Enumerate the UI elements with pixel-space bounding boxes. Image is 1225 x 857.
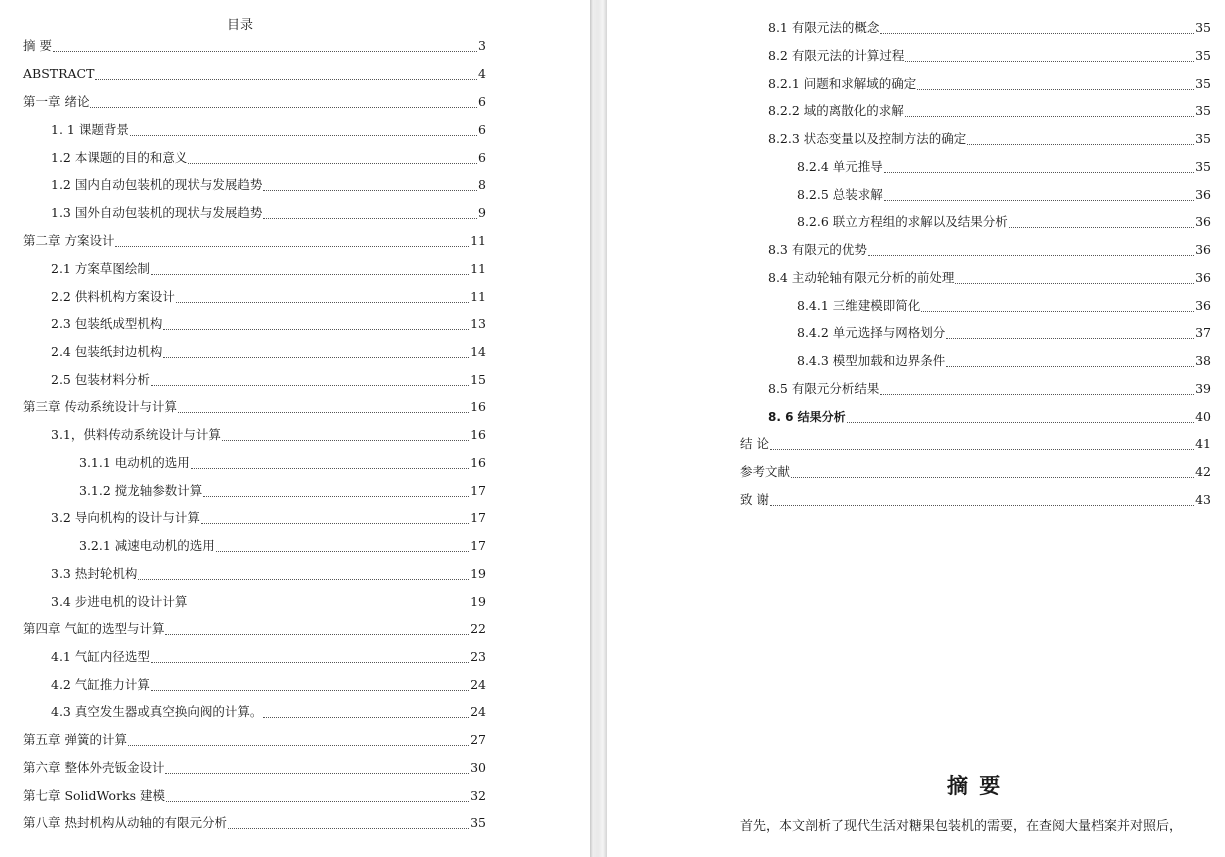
leader-dots	[138, 567, 469, 580]
toc-entry[interactable]	[51, 592, 486, 612]
toc-entry-page: 41	[1195, 436, 1211, 451]
toc-entry-page: 43	[1195, 492, 1211, 507]
toc-entry-text: 8. 6 结果分析	[768, 410, 846, 424]
abstract-first-line: 首先，本文剖析了现代生活对糖果包装机的需要，在查阅大量档案并对照后，	[740, 819, 1183, 834]
toc-entry-text: 8.2 有限元法的计算过程	[768, 48, 905, 63]
toc-entry-text: 3.1.1 电动机的选用	[79, 455, 190, 470]
toc-entry-page: 40	[1195, 409, 1211, 424]
toc-entry-text: 8.4 主动轮轴有限元分析的前处理	[768, 270, 955, 285]
toc-entry[interactable]	[79, 453, 486, 473]
toc-entry-page: 17	[470, 510, 486, 525]
toc-entry-page: 6	[478, 94, 486, 109]
toc-entry-text: 参考文献	[740, 464, 791, 479]
toc-entry-text: 8.2.4 单元推导	[797, 159, 883, 174]
leader-dots	[151, 678, 469, 691]
toc-entry[interactable]	[79, 536, 486, 556]
leader-dots	[151, 373, 469, 386]
toc-entry[interactable]	[23, 397, 486, 417]
toc-entry-text: 第一章 绪论	[23, 94, 90, 109]
toc-entry-text: 第二章 方案设计	[23, 233, 115, 248]
toc-entry-page: 32	[470, 788, 486, 803]
page-gutter	[590, 0, 607, 857]
toc-entry-text: 3.3 热封轮机构	[51, 566, 138, 581]
toc-entry[interactable]	[51, 259, 486, 279]
toc-entry[interactable]	[23, 619, 486, 639]
toc-entry-text: 2.4 包装纸封边机构	[51, 344, 163, 359]
toc-entry-page: 16	[470, 455, 486, 470]
toc-entry[interactable]	[768, 18, 1211, 38]
toc-entry[interactable]	[797, 351, 1211, 371]
toc-entry-text: 2.2 供料机构方案设计	[51, 289, 175, 304]
leader-dots	[163, 345, 469, 358]
toc-entry[interactable]	[768, 268, 1211, 288]
toc-entry[interactable]	[51, 203, 486, 223]
toc-entry-text: 3.2.1 减速电动机的选用	[79, 538, 215, 553]
toc-entry-page: 38	[1195, 353, 1211, 368]
toc-entry-page: 35	[470, 815, 486, 830]
toc-entry-page: 30	[470, 760, 486, 775]
leader-dots	[203, 484, 469, 497]
leader-dots	[201, 511, 469, 524]
toc-entry-page: 42	[1195, 464, 1211, 479]
toc-entry[interactable]	[23, 92, 486, 112]
toc-entry-text: 第七章 SolidWorks 建模	[23, 788, 166, 803]
toc-entry-page: 35	[1195, 159, 1211, 174]
toc-entry-text: 4.3 真空发生器或真空换向阀的计算。	[51, 704, 263, 719]
toc-entry-page: 36	[1195, 270, 1211, 285]
leader-dots	[128, 733, 469, 746]
toc-entry-text: 2.5 包装材料分析	[51, 372, 150, 387]
leader-dots	[222, 428, 469, 441]
toc-entry[interactable]	[797, 323, 1211, 343]
toc-entry[interactable]	[51, 370, 486, 390]
toc-entry[interactable]	[768, 240, 1211, 260]
leader-dots	[946, 326, 1194, 339]
toc-entry-text: 8.1 有限元法的概念	[768, 20, 880, 35]
toc-entry[interactable]	[51, 120, 486, 140]
toc-entry-text: 8.4.1 三维建模即简化	[797, 298, 921, 313]
toc-entry-text: 第六章 整体外壳钣金设计	[23, 760, 165, 775]
toc-entry-page: 11	[470, 233, 486, 248]
toc-entry-page: 19	[470, 566, 486, 581]
toc-entry-text: 2.3 包装纸成型机构	[51, 316, 163, 331]
leader-dots	[967, 132, 1194, 145]
leader-dots	[165, 761, 469, 774]
toc-entry-text: 8.5 有限元分析结果	[768, 381, 880, 396]
leader-dots	[151, 650, 469, 663]
toc-entry-text: 3.1.2 搅龙轴参数计算	[79, 483, 203, 498]
toc-entry-text: 1.2 本课题的目的和意义	[51, 150, 188, 165]
toc-entry-page: 17	[470, 483, 486, 498]
toc-entry[interactable]	[23, 813, 486, 833]
toc-entry[interactable]	[768, 74, 1211, 94]
toc-entry-text: 8.4.2 单元选择与网格划分	[797, 325, 946, 340]
toc-entry-page: 11	[470, 261, 486, 276]
toc-entry-page: 35	[1195, 20, 1211, 35]
toc-entry-page: 27	[470, 732, 486, 747]
toc-entry[interactable]	[51, 564, 486, 584]
toc-entry-page: 14	[470, 344, 486, 359]
toc-entry[interactable]	[768, 407, 1211, 427]
toc-entry-page: 19	[470, 594, 486, 609]
toc-entry-page: 9	[478, 205, 486, 220]
toc-entry-text: 第八章 热封机构从动轴的有限元分析	[23, 815, 227, 830]
leader-dots	[921, 299, 1194, 312]
leader-dots	[946, 354, 1194, 367]
toc-entry-page: 8	[478, 177, 486, 192]
leader-dots	[188, 151, 477, 164]
leader-dots	[95, 67, 477, 80]
abstract-heading: 摘 要	[947, 773, 1003, 798]
toc-entry-text: 致 谢	[740, 492, 769, 507]
toc-entry-text: 4.1 气缸内径选型	[51, 649, 150, 664]
leader-dots	[884, 160, 1194, 173]
leader-dots	[955, 271, 1194, 284]
toc-entry[interactable]	[797, 212, 1211, 232]
toc-entry[interactable]	[23, 730, 486, 750]
leader-dots	[178, 400, 469, 413]
toc-entry-text: 8.2.2 域的离散化的求解	[768, 103, 904, 118]
toc-entry-text: 3.1，供料传动系统设计与计算	[51, 427, 221, 442]
leader-dots	[847, 410, 1194, 423]
toc-entry-text: 1.3 国外自动包装机的现状与发展趋势	[51, 205, 263, 220]
leader-dots	[884, 188, 1194, 201]
leader-dots	[263, 705, 469, 718]
toc-entry[interactable]	[51, 287, 486, 307]
toc-entry[interactable]	[23, 786, 486, 806]
toc-entry[interactable]	[51, 675, 486, 695]
toc-entry-page: 35	[1195, 131, 1211, 146]
toc-entry[interactable]	[51, 425, 486, 445]
toc-entry-page: 11	[470, 289, 486, 304]
toc-entry-text: 8.2.3 状态变量以及控制方法的确定	[768, 131, 967, 146]
right-page	[607, 0, 1225, 857]
toc-entry-text: 8.2.6 联立方程组的求解以及结果分析	[797, 214, 1008, 229]
toc-entry[interactable]	[23, 64, 486, 84]
toc-entry-text: 1. 1 课题背景	[51, 122, 129, 137]
toc-entry-page: 13	[470, 316, 486, 331]
toc-entry-text: 8.4.3 模型加载和边界条件	[797, 353, 946, 368]
toc-entry-page: 16	[470, 399, 486, 414]
toc-entry-text: 结 论	[740, 436, 769, 451]
leader-space	[188, 595, 469, 608]
toc-entry-text: 3.4 步进电机的设计计算	[51, 594, 188, 609]
leader-dots	[163, 317, 469, 330]
toc-entry[interactable]	[797, 296, 1211, 316]
leader-dots	[165, 622, 469, 635]
leader-dots	[880, 21, 1194, 34]
toc-entry[interactable]	[740, 490, 1211, 510]
toc-entry-page: 35	[1195, 103, 1211, 118]
toc-entry-page: 39	[1195, 381, 1211, 396]
toc-entry[interactable]	[23, 231, 486, 251]
toc-entry-text: ABSTRACT	[23, 66, 95, 81]
toc-entry-text: 8.2.5 总装求解	[797, 187, 883, 202]
toc-entry-page: 35	[1195, 76, 1211, 91]
toc-entry-page: 3	[478, 38, 486, 53]
leader-dots	[228, 816, 469, 829]
toc-entry[interactable]	[51, 342, 486, 362]
leader-dots	[191, 456, 469, 469]
leader-dots	[263, 178, 477, 191]
toc-entry-page: 24	[470, 704, 486, 719]
toc-entry-page: 6	[478, 122, 486, 137]
toc-entry-page: 36	[1195, 214, 1211, 229]
leader-dots	[868, 243, 1194, 256]
toc-entry-text: 第四章 气缸的选型与计算	[23, 621, 165, 636]
toc-title: 目录	[226, 18, 253, 33]
toc-entry[interactable]	[768, 379, 1211, 399]
toc-entry[interactable]	[51, 508, 486, 528]
leader-dots	[791, 465, 1194, 478]
leader-dots	[905, 49, 1194, 62]
toc-entry-page: 23	[470, 649, 486, 664]
leader-dots	[917, 77, 1194, 90]
toc-entry-text: 1.2 国内自动包装机的现状与发展趋势	[51, 177, 263, 192]
toc-entry-page: 36	[1195, 298, 1211, 313]
toc-entry[interactable]	[79, 481, 486, 501]
leader-dots	[130, 123, 477, 136]
toc-entry-text: 4.2 气缸推力计算	[51, 677, 150, 692]
leader-dots	[770, 437, 1194, 450]
toc-entry-page: 17	[470, 538, 486, 553]
leader-dots	[216, 539, 469, 552]
toc-entry-text: 2.1 方案草图绘制	[51, 261, 150, 276]
leader-dots	[90, 95, 477, 108]
toc-entry-text: 第三章 传动系统设计与计算	[23, 399, 177, 414]
toc-entry-page: 37	[1195, 325, 1211, 340]
toc-entry-text: 3.2 导向机构的设计与计算	[51, 510, 200, 525]
toc-entry-text: 8.3 有限元的优势	[768, 242, 867, 257]
leader-dots	[115, 234, 469, 247]
toc-entry[interactable]	[51, 175, 486, 195]
toc-entry-page: 36	[1195, 187, 1211, 202]
leader-dots	[263, 206, 477, 219]
leader-dots	[1009, 215, 1194, 228]
toc-entry[interactable]	[797, 157, 1211, 177]
leader-dots	[905, 104, 1194, 117]
leader-dots	[176, 290, 469, 303]
toc-entry-page: 6	[478, 150, 486, 165]
toc-entry-page: 15	[470, 372, 486, 387]
toc-entry-page: 4	[478, 66, 486, 81]
toc-entry[interactable]	[23, 758, 486, 778]
left-page	[0, 0, 590, 857]
leader-dots	[166, 789, 469, 802]
toc-entry[interactable]	[797, 185, 1211, 205]
toc-entry-text: 摘 要	[23, 38, 52, 53]
toc-entry[interactable]	[51, 647, 486, 667]
toc-entry[interactable]	[23, 36, 486, 56]
toc-entry-page: 35	[1195, 48, 1211, 63]
toc-entry[interactable]	[51, 314, 486, 334]
toc-entry[interactable]	[768, 101, 1211, 121]
leader-dots	[151, 262, 469, 275]
leader-dots	[880, 382, 1194, 395]
toc-entry[interactable]	[768, 46, 1211, 66]
toc-entry-page: 24	[470, 677, 486, 692]
toc-entry-text: 8.2.1 问题和求解域的确定	[768, 76, 917, 91]
toc-entry[interactable]	[51, 702, 486, 722]
toc-entry[interactable]	[768, 129, 1211, 149]
leader-dots	[53, 39, 477, 52]
toc-entry[interactable]	[740, 462, 1211, 482]
toc-entry-page: 36	[1195, 242, 1211, 257]
toc-entry-text: 第五章 弹簧的计算	[23, 732, 127, 747]
toc-entry-page: 22	[470, 621, 486, 636]
toc-entry[interactable]	[51, 148, 486, 168]
leader-dots	[770, 493, 1194, 506]
toc-entry-page: 16	[470, 427, 486, 442]
toc-entry[interactable]	[740, 434, 1211, 454]
